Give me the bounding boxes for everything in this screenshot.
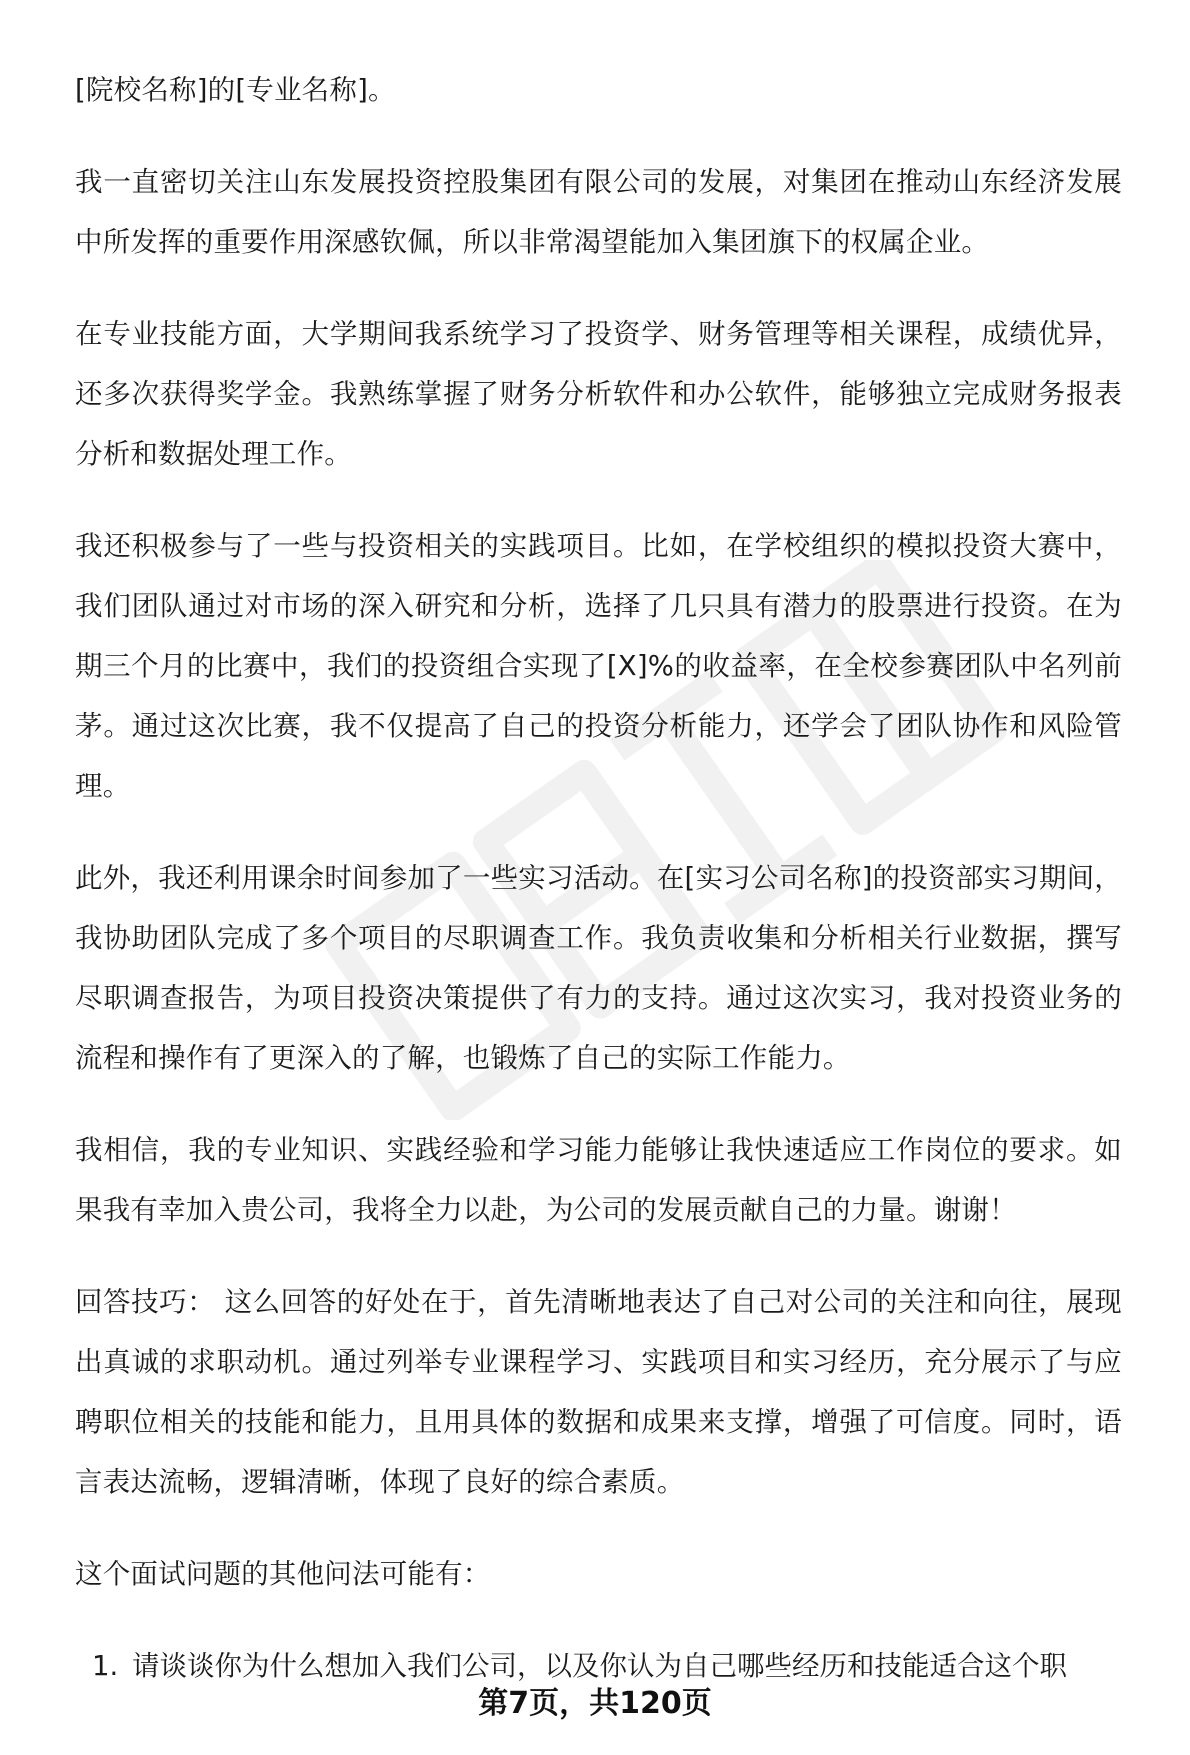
paragraph-motivation: 我一直密切关注山东发展投资控股集团有限公司的发展，对集团在推动山东经济发展中所发挥的重要作用深感钦佩，所以非常渴望能加入集团旗下的权属企业。 <box>75 166 1122 258</box>
paragraph-conclusion: 我相信，我的专业知识、实践经验和学习能力能够让我快速适应工作岗位的要求。如果我有幸加入贵公司，我将全力以赴，为公司的发展贡献自己的力量。谢谢！ <box>75 1134 1122 1226</box>
paragraph-school: [院校名称]的[专业名称]。 <box>75 74 396 106</box>
paragraph-skills: 在专业技能方面，大学期间我系统学习了投资学、财务管理等相关课程，成绩优异，还多次获得奖学金。我熟练掌握了财务分析软件和办公软件，能够独立完成财务报表分析和数据处理工作。 <box>75 318 1122 470</box>
paragraph-tips: 回答技巧： 这么回答的好处在于，首先清晰地表达了自己对公司的关注和向往，展现出真诚的求职动机。通过列举专业课程学习、实践项目和实习经历，充分展示了与应聘职位相关的技能和能力，且用具体的数据和成果来支撑，增强了可信度。同时，语言表达流畅，逻辑清晰，体现了良好的综合素质。 <box>75 1286 1122 1498</box>
list-item-text: 请谈谈你为什么想加入我们公司，以及你认为自己哪些经历和技能适合这个职 <box>132 1650 1067 1682</box>
list-item-number: 1. <box>92 1650 119 1682</box>
paragraph-alternatives-intro: 这个面试问题的其他问法可能有： <box>75 1558 491 1590</box>
paragraph-internship: 此外，我还利用课余时间参加了一些实习活动。在[实习公司名称]的投资部实习期间，我协助团队完成了多个项目的尽职调查工作。我负责收集和分析相关行业数据，撰写尽职调查报告，为项目投资决策提供了有力的支持。通过这次实习，我对投资业务的流程和操作有了更深入的了解，也锻炼了自己的实际工作能力。 <box>75 862 1122 1074</box>
page-footer: 第7页，共120页 <box>478 1686 712 1721</box>
paragraph-practice: 我还积极参与了一些与投资相关的实践项目。比如，在学校组织的模拟投资大赛中，我们团队通过对市场的深入研究和分析，选择了几只具有潜力的股票进行投资。在为期三个月的比赛中，我们的投资组合实现了[X]%的收益率，在全校参赛团队中名列前茅。通过这次比赛，我不仅提高了自己的投资分析能力，还学会了团队协作和风险管理。 <box>75 530 1122 802</box>
